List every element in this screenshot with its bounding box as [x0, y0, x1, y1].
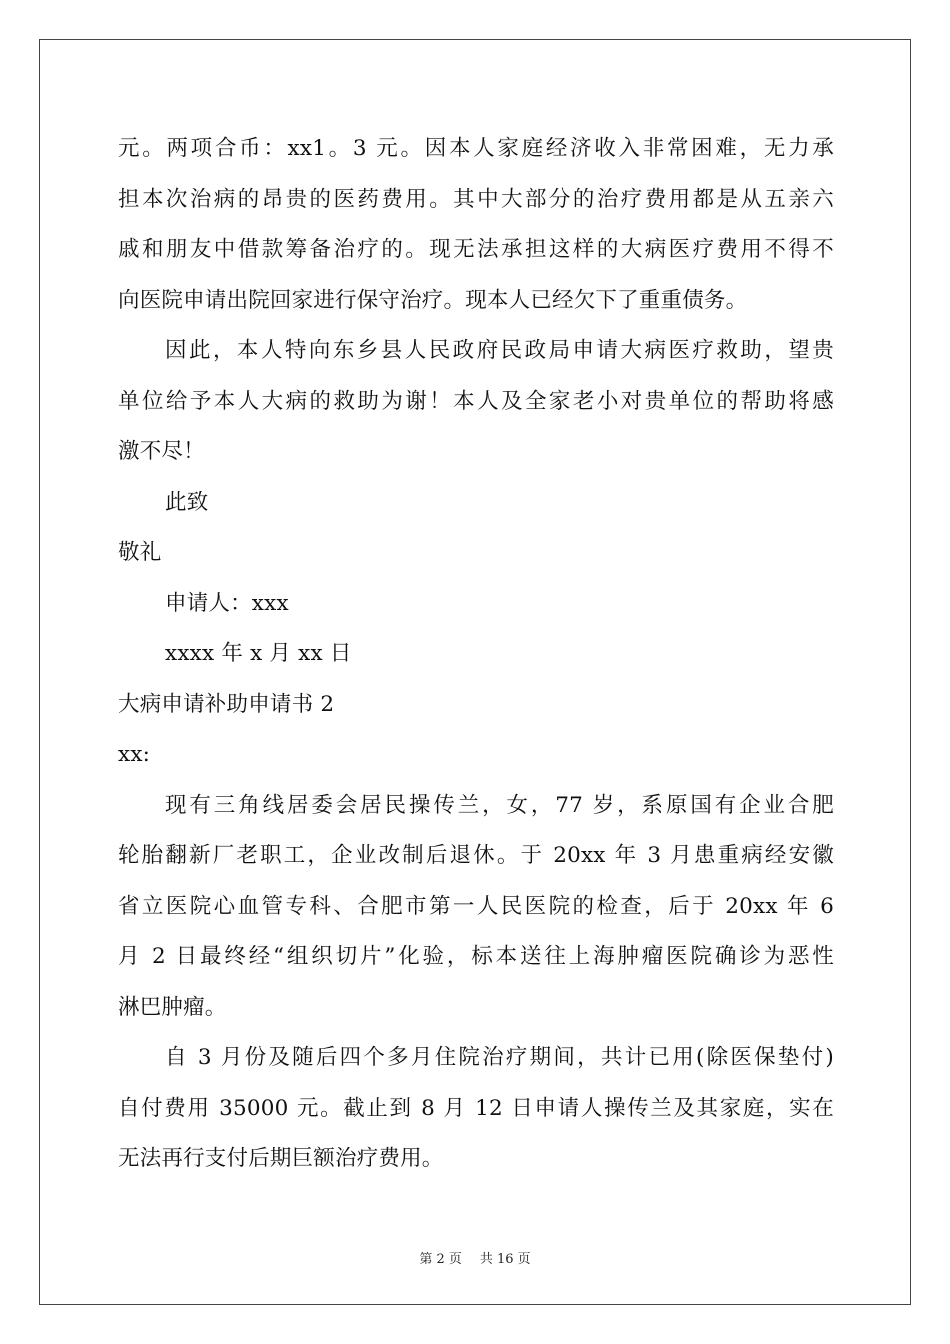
text-line: 激不尽！: [118, 439, 205, 464]
text-line: 因此，本人特向东乡县人民政府民政局申请大病医疗救助，望贵: [165, 338, 834, 363]
text-line: 自付费用 35000 元。截止到 8 月 12 日申请人操传兰及其家庭，实在: [118, 1095, 834, 1121]
text-line: 无法再行支付后期巨额治疗费用。: [118, 1146, 444, 1171]
page-number: 第 2 页: [419, 1252, 462, 1267]
text-line: 现有三角线居委会居民操传兰，女，77 岁，系原国有企业合肥: [165, 792, 834, 818]
text-line: 月 2 日最终经“组织切片”化验，标本送往上海肿瘤医院确诊为恶性: [118, 944, 834, 969]
text-line: 单位给予本人大病的救助为谢！本人及全家老小对贵单位的帮助将感: [118, 388, 834, 414]
text-line: 元。两项合币：xx1。3 元。因本人家庭经济收入非常困难，无力承: [118, 136, 834, 161]
closing-greeting: 此致: [165, 489, 209, 515]
page-footer: [0, 1248, 950, 1267]
page-total: 共 16 页: [479, 1252, 531, 1267]
document-date: xxxx 年 x 月 xx 日: [165, 641, 352, 666]
closing-salute: 敬礼: [118, 540, 162, 565]
salutation: xx:: [118, 742, 151, 767]
text-line: 担本次治病的昂贵的医药费用。其中大部分的治疗费用都是从五亲六: [118, 186, 834, 212]
applicant-signature: 申请人：xxx: [165, 590, 289, 616]
text-line: 向医院申请出院回家进行保守治疗。现本人已经欠下了重重债务。: [118, 287, 748, 313]
text-line: 淋巴肿瘤。: [118, 994, 227, 1020]
text-line: 省立医院心血管专科、合肥市第一人民医院的检查，后于 20xx 年 6: [118, 893, 834, 919]
text-line: 轮胎翻新厂老职工，企业改制后退休。于 20xx 年 3 月患重病经安徽: [118, 843, 834, 868]
text-line: 戚和朋友中借款筹备治疗的。现无法承担这样的大病医疗费用不得不: [118, 237, 834, 262]
section-title: 大病申请补助申请书 2: [118, 691, 335, 717]
text-line: 自 3 月份及随后四个多月住院治疗期间，共计已用(除医保垫付): [165, 1045, 834, 1070]
document-body: [118, 124, 834, 1185]
